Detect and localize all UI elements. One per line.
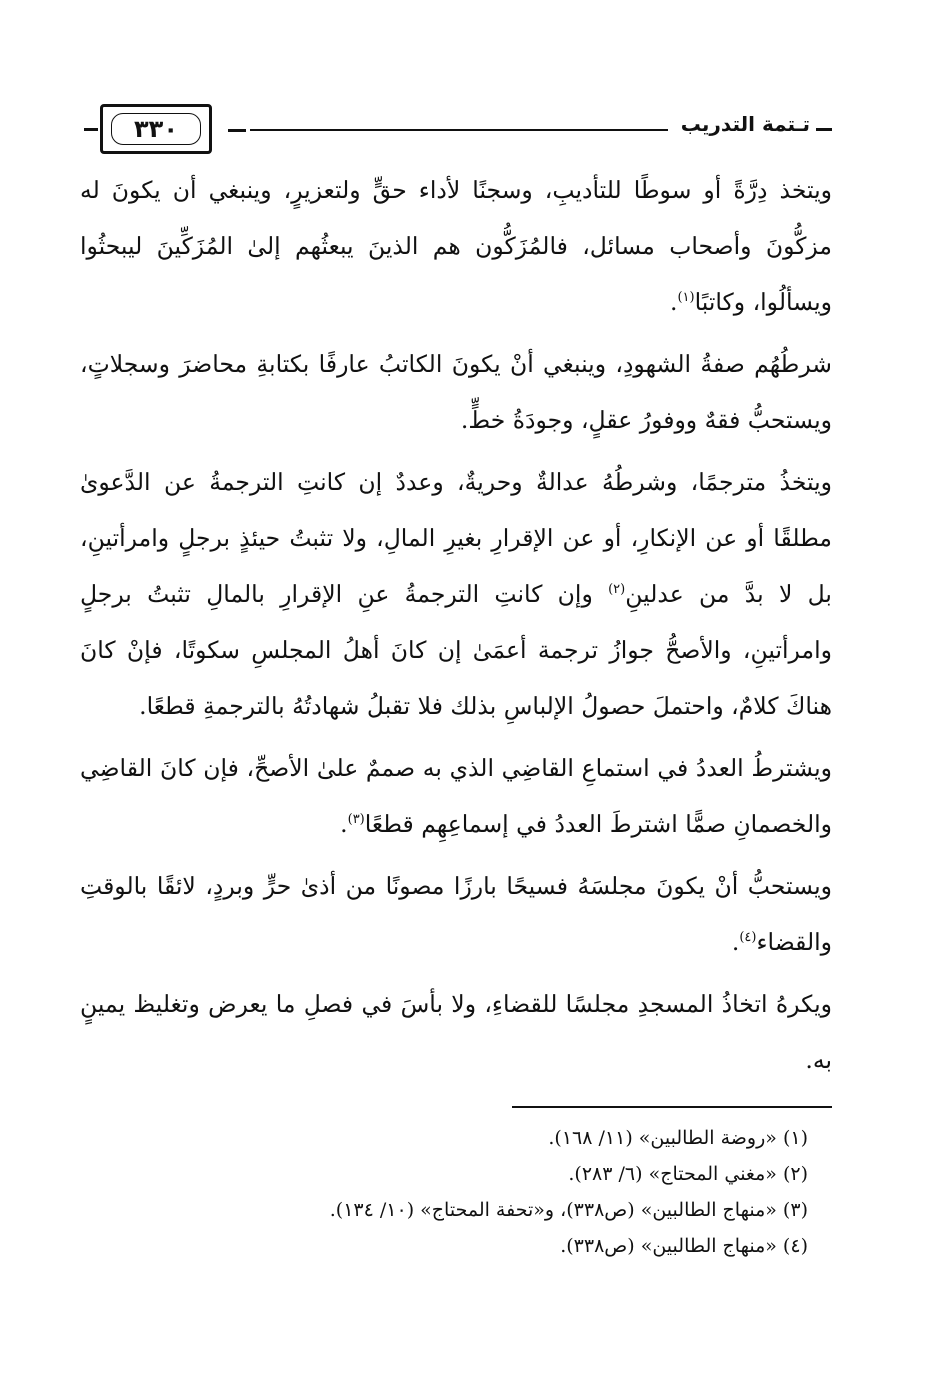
- header-rule-right-dash: [816, 128, 832, 131]
- paragraph-text: ويتخذ دِرَّةً أو سوطًا للتأديبِ، وسجنًا لأداء حقٍّ ولتعزيرٍ، وينبغي أن يكونَ له مزكُّونَ وأصحاب مسائل، فالمُزَكُّون هم الذينَ يبعثُهم إلىٰ المُزَكِّينَ ليبحثُوا ويسألُوا، وكاتبًا: [80, 176, 832, 316]
- header-rule: [250, 129, 668, 131]
- main-text: [80, 162, 832, 1094]
- running-title: تـتمة التدريب: [680, 112, 810, 136]
- footnote-ref: (٤): [739, 930, 757, 946]
- header-rule-left-dash: [84, 128, 98, 131]
- paragraph-text: ويشترطُ العددُ في استماعِ القاضِي الذي به صممٌ علىٰ الأصحِّ، فإن كانَ القاضِي والخصمانِ صمًّا اشترطَ العددُ في إسماعِهِم قطعًا: [80, 754, 832, 838]
- footnote-4: (٤) «منهاج الطالبين» (ص٣٣٨).: [560, 1235, 808, 1257]
- footnote-3: (٣) «منهاج الطالبين» (ص٣٣٨)، و«تحفة المحتاج» (١٠/ ١٣٤).: [329, 1199, 808, 1221]
- footnote-1: (١) «روضة الطالبين» (١١/ ١٦٨).: [548, 1127, 808, 1149]
- paragraph-1: [80, 162, 832, 330]
- page-header: [80, 100, 840, 160]
- footnote-ref: (١): [677, 290, 695, 306]
- paragraph-tail: .: [340, 810, 348, 838]
- footnote-separator: [512, 1106, 832, 1108]
- paragraph-5: [80, 858, 832, 970]
- paragraph-tail: .: [669, 288, 678, 316]
- paragraph-4: [80, 740, 832, 852]
- paragraph-tail: .: [731, 928, 740, 956]
- page-number-frame: [100, 104, 212, 154]
- header-rule-short: [228, 129, 246, 132]
- paragraph-tail: وإن كانتِ الترجمةُ عنِ الإقرارِ بالمالِ تثبتُ برجلٍ وامرأتينِ، والأصحُّ جوازُ ترجمة أعمَىٰ إن كانَ أهلُ المجلسِ سكوتًا، فإنْ كانَ هناكَ كلامٌ، واحتملَ حصولُ الإلباسِ بذلك فلا تقبلُ شهادتُهُ بالترجمةِ قطعًا.: [80, 580, 832, 720]
- paragraph-2: [80, 336, 832, 448]
- footnotes: [80, 1120, 832, 1264]
- paragraph-6: [80, 976, 832, 1088]
- paragraph-text: شرطُهُم صفةُ الشهودِ، وينبغي أنْ يكونَ الكاتبُ عارفًا بكتابةِ محاضرَ وسجلاتٍ، ويستحبُّ فقهٌ ووفورُ عقلٍ، وجودَةُ خطٍّ.: [80, 350, 832, 434]
- footnote-ref: (٣): [347, 812, 365, 828]
- paragraph-text: ويكرهُ اتخاذُ المسجدِ مجلسًا للقضاءِ، ولا بأسَ في فصلِ ما يعرض وتغليظ يمينٍ به.: [80, 990, 832, 1074]
- paragraph-text: ويتخذُ مترجمًا، وشرطُهُ عدالةٌ وحريةٌ، وعددٌ إن كانتِ الترجمةُ عن الدَّعوىٰ مطلقًا أو عن الإنكارِ، أو عن الإقرارِ بغيرِ المالِ، ولا تثبتُ حيئذٍ برجلٍ وامرأتينِ، بل لا بدَّ من عدلينِ: [80, 468, 832, 608]
- page-number: ٣٣٠: [111, 113, 201, 145]
- paragraph-text: ويستحبُّ أنْ يكونَ مجلسَهُ فسيحًا بارزًا مصونًا من أذىٰ حرٍّ وبردٍ، لائقًا بالوقتِ والقضاء: [80, 872, 832, 956]
- paragraph-3: [80, 454, 832, 734]
- footnote-2: (٢) «مغني المحتاج» (٦/ ٢٨٣).: [568, 1163, 808, 1185]
- footnote-ref: (٢): [608, 582, 626, 598]
